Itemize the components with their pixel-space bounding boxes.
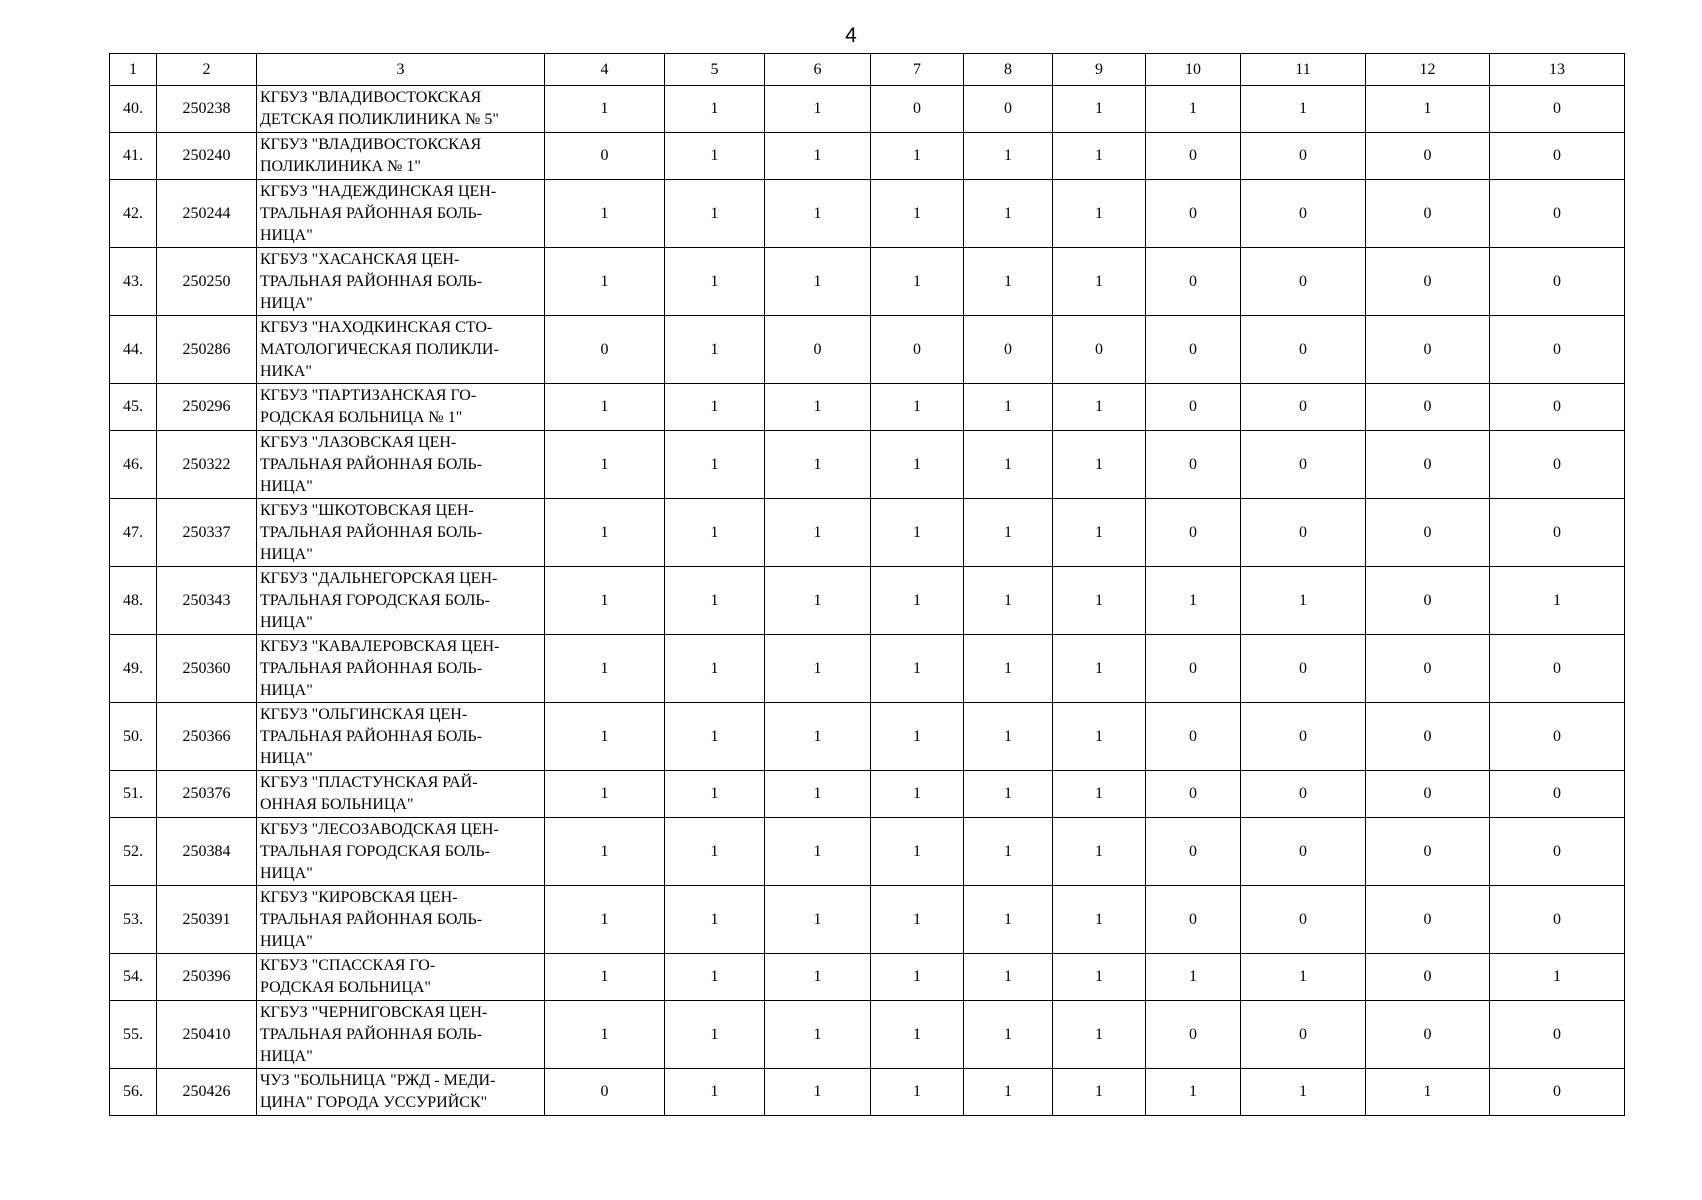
value-cell: 1: [871, 703, 964, 771]
value-cell: 0: [1490, 703, 1625, 771]
value-cell: 0: [1241, 635, 1366, 703]
value-cell: 1: [1241, 567, 1366, 635]
value-cell: 1: [964, 499, 1053, 567]
value-cell: 1: [765, 499, 871, 567]
value-cell: 0: [1366, 499, 1490, 567]
code-cell: 250391: [157, 886, 257, 954]
value-cell: 0: [1490, 1069, 1625, 1116]
organization-name-cell: КГБУЗ "СПАССКАЯ ГО- РОДСКАЯ БОЛЬНИЦА": [257, 954, 545, 1001]
row-number-cell: 47.: [110, 499, 157, 567]
value-cell: 0: [1146, 248, 1241, 316]
value-cell: 1: [545, 703, 665, 771]
value-cell: 1: [1053, 567, 1146, 635]
value-cell: 1: [545, 635, 665, 703]
value-cell: 1: [545, 180, 665, 248]
code-cell: 250366: [157, 703, 257, 771]
value-cell: 1: [765, 886, 871, 954]
value-cell: 1: [545, 567, 665, 635]
table-row: [110, 1069, 1625, 1116]
value-cell: 1: [1053, 384, 1146, 431]
row-number-cell: 55.: [110, 1001, 157, 1069]
value-cell: 1: [765, 567, 871, 635]
value-cell: 0: [765, 316, 871, 384]
value-cell: 1: [871, 431, 964, 499]
row-number-cell: 54.: [110, 954, 157, 1001]
organization-name-cell: КГБУЗ "ЛЕСОЗАВОДСКАЯ ЦЕН- ТРАЛЬНАЯ ГОРОДСКАЯ БОЛЬ- НИЦА": [257, 818, 545, 886]
value-cell: 1: [665, 818, 765, 886]
code-cell: 250376: [157, 771, 257, 818]
value-cell: 1: [765, 248, 871, 316]
code-cell: 250286: [157, 316, 257, 384]
value-cell: 0: [1366, 567, 1490, 635]
organization-name-cell: КГБУЗ "НАХОДКИНСКАЯ СТО- МАТОЛОГИЧЕСКАЯ ПОЛИКЛИ- НИКА": [257, 316, 545, 384]
value-cell: 0: [1146, 886, 1241, 954]
column-header: 11: [1241, 54, 1366, 86]
value-cell: 0: [1490, 635, 1625, 703]
row-number-cell: 43.: [110, 248, 157, 316]
value-cell: 1: [545, 431, 665, 499]
value-cell: 0: [545, 1069, 665, 1116]
value-cell: 1: [665, 1001, 765, 1069]
value-cell: 1: [964, 180, 1053, 248]
value-cell: 1: [871, 248, 964, 316]
value-cell: 0: [1490, 431, 1625, 499]
value-cell: 1: [1053, 431, 1146, 499]
value-cell: 1: [1366, 86, 1490, 133]
value-cell: 0: [1366, 1001, 1490, 1069]
organization-name-cell: КГБУЗ "КАВАЛЕРОВСКАЯ ЦЕН- ТРАЛЬНАЯ РАЙОННАЯ БОЛЬ- НИЦА": [257, 635, 545, 703]
value-cell: 0: [1146, 133, 1241, 180]
value-cell: 1: [665, 248, 765, 316]
value-cell: 0: [1241, 703, 1366, 771]
value-cell: 0: [1490, 384, 1625, 431]
value-cell: 1: [765, 818, 871, 886]
value-cell: 0: [1241, 499, 1366, 567]
value-cell: 0: [1146, 431, 1241, 499]
value-cell: 1: [1241, 1069, 1366, 1116]
value-cell: 0: [871, 316, 964, 384]
organization-name-cell: КГБУЗ "ВЛАДИВОСТОКСКАЯ ДЕТСКАЯ ПОЛИКЛИНИКА № 5": [257, 86, 545, 133]
table-row: [110, 567, 1625, 635]
value-cell: 1: [765, 771, 871, 818]
value-cell: 0: [1366, 384, 1490, 431]
value-cell: 1: [665, 133, 765, 180]
column-header: 6: [765, 54, 871, 86]
organization-name-cell: ЧУЗ "БОЛЬНИЦА "РЖД - МЕДИ- ЦИНА" ГОРОДА УССУРИЙСК": [257, 1069, 545, 1116]
value-cell: 1: [545, 499, 665, 567]
code-cell: 250426: [157, 1069, 257, 1116]
value-cell: 0: [1490, 886, 1625, 954]
value-cell: 1: [765, 180, 871, 248]
value-cell: 1: [1146, 86, 1241, 133]
column-header: 8: [964, 54, 1053, 86]
value-cell: 1: [871, 1001, 964, 1069]
value-cell: 0: [1366, 954, 1490, 1001]
organization-name-cell: КГБУЗ "ЛАЗОВСКАЯ ЦЕН- ТРАЛЬНАЯ РАЙОННАЯ БОЛЬ- НИЦА": [257, 431, 545, 499]
row-number-cell: 44.: [110, 316, 157, 384]
value-cell: 1: [871, 384, 964, 431]
value-cell: 1: [765, 133, 871, 180]
header-row: [110, 54, 1625, 86]
value-cell: 1: [765, 1069, 871, 1116]
organization-name-cell: КГБУЗ "ОЛЬГИНСКАЯ ЦЕН- ТРАЛЬНАЯ РАЙОННАЯ БОЛЬ- НИЦА": [257, 703, 545, 771]
value-cell: 1: [1053, 180, 1146, 248]
value-cell: 1: [665, 431, 765, 499]
row-number-cell: 53.: [110, 886, 157, 954]
value-cell: 0: [1366, 818, 1490, 886]
code-cell: 250396: [157, 954, 257, 1001]
column-header: 4: [545, 54, 665, 86]
row-number-cell: 56.: [110, 1069, 157, 1116]
value-cell: 1: [665, 954, 765, 1001]
value-cell: 1: [1053, 771, 1146, 818]
value-cell: 0: [1366, 635, 1490, 703]
value-cell: 0: [1053, 316, 1146, 384]
code-cell: 250296: [157, 384, 257, 431]
value-cell: 1: [964, 431, 1053, 499]
value-cell: 0: [1490, 499, 1625, 567]
value-cell: 1: [1053, 1069, 1146, 1116]
value-cell: 1: [1053, 133, 1146, 180]
organization-name-cell: КГБУЗ "ВЛАДИВОСТОКСКАЯ ПОЛИКЛИНИКА № 1": [257, 133, 545, 180]
table-row: [110, 248, 1625, 316]
value-cell: 1: [1366, 1069, 1490, 1116]
value-cell: 1: [964, 567, 1053, 635]
value-cell: 1: [871, 567, 964, 635]
value-cell: 1: [665, 886, 765, 954]
code-cell: 250384: [157, 818, 257, 886]
table-row: [110, 384, 1625, 431]
value-cell: 1: [1241, 86, 1366, 133]
value-cell: 1: [1053, 248, 1146, 316]
value-cell: 1: [1146, 567, 1241, 635]
data-table: [109, 53, 1625, 1116]
code-cell: 250244: [157, 180, 257, 248]
value-cell: 1: [665, 771, 765, 818]
value-cell: 0: [1490, 818, 1625, 886]
value-cell: 0: [1366, 771, 1490, 818]
value-cell: 0: [1490, 771, 1625, 818]
value-cell: 1: [765, 86, 871, 133]
value-cell: 1: [545, 384, 665, 431]
code-cell: 250240: [157, 133, 257, 180]
table-row: [110, 703, 1625, 771]
value-cell: 0: [1241, 316, 1366, 384]
value-cell: 1: [665, 499, 765, 567]
column-header: 7: [871, 54, 964, 86]
value-cell: 1: [964, 635, 1053, 703]
value-cell: 1: [1053, 499, 1146, 567]
column-header: 1: [110, 54, 157, 86]
value-cell: 0: [1146, 316, 1241, 384]
value-cell: 1: [665, 567, 765, 635]
value-cell: 0: [545, 316, 665, 384]
value-cell: 0: [545, 133, 665, 180]
value-cell: 1: [545, 886, 665, 954]
value-cell: 1: [665, 1069, 765, 1116]
organization-name-cell: КГБУЗ "НАДЕЖДИНСКАЯ ЦЕН- ТРАЛЬНАЯ РАЙОННАЯ БОЛЬ- НИЦА": [257, 180, 545, 248]
table-row: [110, 954, 1625, 1001]
value-cell: 1: [545, 771, 665, 818]
value-cell: 1: [665, 180, 765, 248]
value-cell: 0: [964, 316, 1053, 384]
value-cell: 1: [871, 771, 964, 818]
value-cell: 1: [1053, 886, 1146, 954]
value-cell: 0: [1490, 1001, 1625, 1069]
table-row: [110, 431, 1625, 499]
value-cell: 0: [1241, 180, 1366, 248]
value-cell: 1: [1053, 1001, 1146, 1069]
table-row: [110, 316, 1625, 384]
code-cell: 250360: [157, 635, 257, 703]
column-header: 13: [1490, 54, 1625, 86]
row-number-cell: 49.: [110, 635, 157, 703]
table-row: [110, 635, 1625, 703]
value-cell: 1: [871, 954, 964, 1001]
organization-name-cell: КГБУЗ "КИРОВСКАЯ ЦЕН- ТРАЛЬНАЯ РАЙОННАЯ БОЛЬ- НИЦА": [257, 886, 545, 954]
value-cell: 0: [1490, 86, 1625, 133]
value-cell: 0: [871, 86, 964, 133]
row-number-cell: 46.: [110, 431, 157, 499]
value-cell: 1: [1146, 954, 1241, 1001]
value-cell: 1: [1490, 954, 1625, 1001]
value-cell: 0: [1146, 1001, 1241, 1069]
value-cell: 0: [1146, 499, 1241, 567]
value-cell: 1: [1053, 818, 1146, 886]
row-number-cell: 42.: [110, 180, 157, 248]
value-cell: 0: [1241, 248, 1366, 316]
value-cell: 0: [1366, 248, 1490, 316]
value-cell: 0: [1490, 248, 1625, 316]
value-cell: 0: [1490, 133, 1625, 180]
value-cell: 1: [765, 1001, 871, 1069]
value-cell: 1: [1146, 1069, 1241, 1116]
value-cell: 1: [871, 818, 964, 886]
code-cell: 250250: [157, 248, 257, 316]
table-body: [110, 86, 1625, 1116]
value-cell: 0: [1241, 886, 1366, 954]
value-cell: 0: [1241, 1001, 1366, 1069]
value-cell: 1: [964, 248, 1053, 316]
value-cell: 1: [665, 703, 765, 771]
value-cell: 1: [545, 1001, 665, 1069]
value-cell: 1: [765, 384, 871, 431]
value-cell: 0: [1490, 316, 1625, 384]
value-cell: 1: [765, 703, 871, 771]
table-row: [110, 499, 1625, 567]
value-cell: 1: [964, 1069, 1053, 1116]
value-cell: 0: [964, 86, 1053, 133]
value-cell: 0: [1366, 180, 1490, 248]
column-header: 10: [1146, 54, 1241, 86]
value-cell: 1: [545, 248, 665, 316]
row-number-cell: 48.: [110, 567, 157, 635]
value-cell: 1: [665, 86, 765, 133]
value-cell: 1: [964, 954, 1053, 1001]
value-cell: 1: [871, 133, 964, 180]
value-cell: 0: [1146, 703, 1241, 771]
row-number-cell: 41.: [110, 133, 157, 180]
table-row: [110, 86, 1625, 133]
table-row: [110, 771, 1625, 818]
value-cell: 1: [665, 384, 765, 431]
value-cell: 0: [1241, 384, 1366, 431]
column-header: 5: [665, 54, 765, 86]
code-cell: 250343: [157, 567, 257, 635]
value-cell: 0: [1241, 818, 1366, 886]
value-cell: 0: [1241, 771, 1366, 818]
value-cell: 1: [545, 86, 665, 133]
table-row: [110, 1001, 1625, 1069]
value-cell: 1: [871, 180, 964, 248]
value-cell: 0: [1366, 316, 1490, 384]
value-cell: 1: [545, 954, 665, 1001]
value-cell: 1: [545, 818, 665, 886]
row-number-cell: 52.: [110, 818, 157, 886]
value-cell: 1: [1053, 703, 1146, 771]
table-row: [110, 133, 1625, 180]
organization-name-cell: КГБУЗ "ДАЛЬНЕГОРСКАЯ ЦЕН- ТРАЛЬНАЯ ГОРОДСКАЯ БОЛЬ- НИЦА": [257, 567, 545, 635]
table-row: [110, 886, 1625, 954]
value-cell: 1: [765, 954, 871, 1001]
value-cell: 1: [964, 771, 1053, 818]
code-cell: 250337: [157, 499, 257, 567]
value-cell: 1: [871, 499, 964, 567]
page-number: 4: [845, 24, 857, 47]
organization-name-cell: КГБУЗ "ШКОТОВСКАЯ ЦЕН- ТРАЛЬНАЯ РАЙОННАЯ БОЛЬ- НИЦА": [257, 499, 545, 567]
value-cell: 1: [665, 316, 765, 384]
row-number-cell: 45.: [110, 384, 157, 431]
code-cell: 250410: [157, 1001, 257, 1069]
column-header: 9: [1053, 54, 1146, 86]
value-cell: 0: [1366, 703, 1490, 771]
row-number-cell: 40.: [110, 86, 157, 133]
value-cell: 1: [1241, 954, 1366, 1001]
value-cell: 0: [1241, 431, 1366, 499]
value-cell: 0: [1146, 818, 1241, 886]
value-cell: 1: [765, 431, 871, 499]
value-cell: 1: [665, 635, 765, 703]
value-cell: 1: [964, 703, 1053, 771]
value-cell: 0: [1490, 180, 1625, 248]
value-cell: 1: [871, 886, 964, 954]
table-row: [110, 818, 1625, 886]
organization-name-cell: КГБУЗ "ЧЕРНИГОВСКАЯ ЦЕН- ТРАЛЬНАЯ РАЙОННАЯ БОЛЬ- НИЦА": [257, 1001, 545, 1069]
organization-name-cell: КГБУЗ "ХАСАНСКАЯ ЦЕН- ТРАЛЬНАЯ РАЙОННАЯ БОЛЬ- НИЦА": [257, 248, 545, 316]
code-cell: 250238: [157, 86, 257, 133]
value-cell: 0: [1146, 635, 1241, 703]
table-row: [110, 180, 1625, 248]
value-cell: 1: [964, 886, 1053, 954]
row-number-cell: 51.: [110, 771, 157, 818]
value-cell: 1: [1053, 86, 1146, 133]
value-cell: 1: [964, 818, 1053, 886]
column-header: 3: [257, 54, 545, 86]
value-cell: 1: [1053, 954, 1146, 1001]
value-cell: 1: [1490, 567, 1625, 635]
value-cell: 1: [1053, 635, 1146, 703]
value-cell: 0: [1146, 180, 1241, 248]
column-header: 12: [1366, 54, 1490, 86]
value-cell: 1: [871, 635, 964, 703]
value-cell: 0: [1366, 886, 1490, 954]
value-cell: 0: [1241, 133, 1366, 180]
value-cell: 1: [765, 635, 871, 703]
value-cell: 1: [964, 384, 1053, 431]
value-cell: 0: [1146, 384, 1241, 431]
value-cell: 0: [1366, 431, 1490, 499]
code-cell: 250322: [157, 431, 257, 499]
value-cell: 1: [964, 133, 1053, 180]
organization-name-cell: КГБУЗ "ПЛАСТУНСКАЯ РАЙ- ОННАЯ БОЛЬНИЦА": [257, 771, 545, 818]
value-cell: 0: [1366, 133, 1490, 180]
value-cell: 1: [871, 1069, 964, 1116]
value-cell: 1: [964, 1001, 1053, 1069]
organization-name-cell: КГБУЗ "ПАРТИЗАНСКАЯ ГО- РОДСКАЯ БОЛЬНИЦА № 1": [257, 384, 545, 431]
row-number-cell: 50.: [110, 703, 157, 771]
column-header: 2: [157, 54, 257, 86]
value-cell: 0: [1146, 771, 1241, 818]
